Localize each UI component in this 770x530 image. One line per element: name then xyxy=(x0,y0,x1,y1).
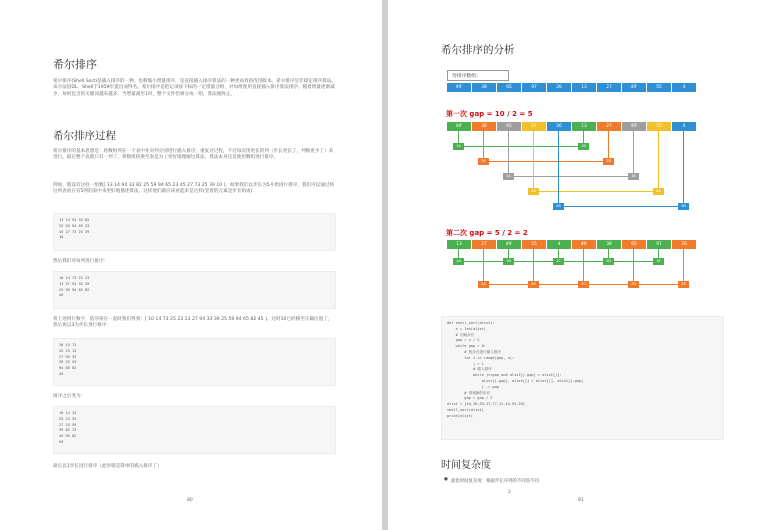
sort-columns-text: 然后我们对每列进行排序： xyxy=(53,259,109,264)
array-cell: 55 xyxy=(647,83,671,92)
code-line: 10 14 73 25 23 xyxy=(59,276,90,280)
page-title: 希尔排序 xyxy=(53,58,97,71)
connector xyxy=(483,131,484,158)
code-line: 39 65 73 xyxy=(59,428,77,433)
connector xyxy=(658,249,659,258)
array-cell: 55 xyxy=(647,122,671,131)
group-node: 1A xyxy=(453,258,464,265)
connector xyxy=(533,191,658,192)
code-line: while j>=gap and alist[j-gap] > alist[j]: xyxy=(447,373,562,378)
connector xyxy=(583,131,584,143)
bullet-dot: ● xyxy=(444,477,448,482)
connector xyxy=(483,249,484,281)
connector xyxy=(533,249,534,281)
array-cell: 13 xyxy=(572,122,596,131)
right-page xyxy=(388,0,770,530)
code-line: 10 14 13 xyxy=(59,411,77,415)
connector xyxy=(533,131,534,188)
code-line: 13 27 94 33 39 xyxy=(59,281,90,286)
group-node: 2A xyxy=(478,281,489,288)
group-node: 2B xyxy=(528,281,539,288)
array-cell: 65 xyxy=(497,83,521,92)
array-cell: 26 xyxy=(547,122,571,131)
connector xyxy=(658,131,659,188)
shell-sort-diagram xyxy=(441,66,709,306)
group-node: 1D xyxy=(603,258,614,265)
code-line: while gap > 0: xyxy=(447,344,486,349)
code-block-3 xyxy=(53,338,336,386)
connector xyxy=(558,206,683,207)
connector xyxy=(633,131,634,173)
connector xyxy=(508,249,509,258)
code-line: gap = gap / 2 xyxy=(447,396,493,401)
left-page xyxy=(0,0,382,530)
connector xyxy=(508,131,509,173)
group-node: 3B xyxy=(628,173,639,180)
array-cell: 49' xyxy=(447,83,471,92)
code-line: 25 59 94 65 82 xyxy=(59,287,90,292)
array-cell: 27 xyxy=(597,122,621,131)
group-node: 2A xyxy=(478,158,489,165)
code-line: n = len(alist) xyxy=(447,326,486,331)
bullet-text: 最优时间复杂度：根据步长序列的不同而不同 xyxy=(451,479,539,484)
group-node: 4B xyxy=(653,188,664,195)
code-line: j -= gap xyxy=(447,384,499,389)
after-sort-text: 排序之后变为： xyxy=(53,394,86,399)
group-node: 1B xyxy=(503,258,514,265)
group-node: 2B xyxy=(603,158,614,165)
code-line: # 按步长进行插入排序 xyxy=(447,349,501,354)
connector xyxy=(583,249,584,281)
array-cell: 13 xyxy=(572,83,596,92)
section-title: 希尔排序过程 xyxy=(53,130,116,142)
code-line: 45 27 73 25 39 xyxy=(59,229,90,234)
step1-label: 第一次 gap = 10 / 2 = 5 xyxy=(446,110,533,118)
code-line: shell_sort(alist) xyxy=(447,407,484,412)
connector xyxy=(633,249,634,281)
connector xyxy=(608,131,609,158)
code-block-2 xyxy=(53,271,336,309)
array-cell: 97 xyxy=(522,122,546,131)
group-node: 1B xyxy=(578,143,589,150)
diagram-label: 待排序数组： xyxy=(447,70,509,81)
code-line: 13 14 94 33 82 xyxy=(59,218,90,222)
array-cell: 38 xyxy=(472,83,496,92)
array-cell: 97 xyxy=(647,240,671,249)
group-node: 1C xyxy=(553,258,564,265)
connector xyxy=(683,249,684,281)
merge-paragraph: 将上述四行数字，依序接在一起时我们得到：[ 10 14 73 25 23 13 27 94 33 39 25 59 94 65 82 45 ]。这时10已经移至正确位置了，然后再以3为步长进行排序： xyxy=(53,317,333,329)
page-number-left: 80 xyxy=(187,498,193,503)
array-cell: 49' xyxy=(622,122,646,131)
code-line: 25 59 94 65 23 xyxy=(59,223,90,228)
connector xyxy=(508,176,633,177)
array-cell: 4 xyxy=(672,122,696,131)
connector xyxy=(458,146,583,147)
intro-paragraph: 希尔排序(Shell Sort)是插入排序的一种。也称缩小增量排序，是直接插入排序算法的一种更高效的改进版本。希尔排序是非稳定排序算法。该方法因DL．Shell于1959年提出而得名。希尔排序是把记录按下标的一定增量分组，对每组使用直接插入排序算法排序；随着增量逐渐减少，每组包含的关键词越来越多，当增量减至1时，整个文件恰被分成一组，算法便终止。 xyxy=(53,79,336,97)
code-line: 25 23 13 xyxy=(59,348,77,353)
code-line: print(alist) xyxy=(447,413,473,418)
code-line: 39 25 59 xyxy=(59,360,77,365)
group-node: 1E xyxy=(653,258,664,265)
group-node: 3A xyxy=(503,173,514,180)
array-cell: 26 xyxy=(672,240,696,249)
connector xyxy=(558,249,559,258)
array-cell: 4 xyxy=(547,240,571,249)
array-cell: 38 xyxy=(597,240,621,249)
array-cell: 55 xyxy=(522,240,546,249)
code-line: def shell_sort(alist): xyxy=(447,321,495,325)
code-line: 10 xyxy=(59,235,64,240)
array-cell: 97 xyxy=(522,83,546,92)
connector xyxy=(458,131,459,143)
code-line: alist[j-gap], alist[j] = alist[j], alist[j-gap] xyxy=(447,378,584,383)
group-node: 2C xyxy=(578,281,589,288)
array-cell: 13 xyxy=(447,240,471,249)
connector xyxy=(458,249,459,258)
code-block-1 xyxy=(53,213,336,251)
final-step-text: 最后以1步长进行排序（此时就是简单的插入排序了） xyxy=(53,464,162,469)
code-line: 45 94 82 xyxy=(59,434,77,439)
array-cell: 27 xyxy=(597,83,621,92)
code-line: 10 14 73 xyxy=(59,343,77,347)
connector xyxy=(683,131,684,203)
code-line: 27 94 33 xyxy=(59,354,77,359)
python-code-block xyxy=(441,316,724,440)
connector xyxy=(608,249,609,258)
section-title: 时间复杂度 xyxy=(441,460,491,471)
code-block-4 xyxy=(53,406,336,454)
group-node: 5A xyxy=(553,203,564,210)
array-cell: 49' xyxy=(572,240,596,249)
code-line: 94 xyxy=(59,439,64,444)
array-cell: 27 xyxy=(472,240,496,249)
connector xyxy=(558,131,559,203)
array-cell: 49' xyxy=(497,240,521,249)
code-line: 45 xyxy=(59,293,64,298)
page-number-right: 81 xyxy=(578,498,584,503)
code-line: 45 xyxy=(59,371,64,376)
process-paragraph: 希尔排序的基本思想是：将数组列在一个表中并对列分别进行插入排序，重复这过程，不过每次用更长的列（步长更长了，列数更少了）来进行。最后整个表就只有一列了。将数组转换至表是为了更好地理解这算法，算法本身还是使用数组进行排序。 xyxy=(53,149,334,161)
group-node: 2D xyxy=(628,281,639,288)
code-line: alist = [54,26,93,17,77,31,44,55,20] xyxy=(447,402,525,407)
step2-label: 第二次 gap = 5 / 2 = 2 xyxy=(446,229,528,237)
example-paragraph: 例如，假设有这样一组数[ 13 14 94 33 82 25 59 94 65 23 45 27 73 25 39 10 ]，如果我们以步长为5开始进行排序，我们可以通过将这列表放在有5列的表中来更好地描述算法，这样他们就应该看起来是这样(竖着的元素是步长组成)： xyxy=(53,183,335,195)
page-marker: 2 xyxy=(508,490,511,495)
code-line: 94 65 82 xyxy=(59,366,77,371)
code-line: 27 25 59 xyxy=(59,422,77,427)
group-node: 5B xyxy=(678,203,689,210)
array-cell: 26 xyxy=(547,83,571,92)
code-line: # 初始步长 xyxy=(447,332,475,337)
group-node: 1A xyxy=(453,143,464,150)
array-cell: 4 xyxy=(672,83,696,92)
code-line: gap = n / 2 xyxy=(447,338,480,343)
connector xyxy=(483,161,608,162)
array-cell: 49' xyxy=(622,83,646,92)
code-line: # 插入排序 xyxy=(447,367,492,372)
code-line: for i in range(gap, n): xyxy=(447,355,515,360)
code-line: 25 23 33 xyxy=(59,416,77,421)
array-cell: 65 xyxy=(622,240,646,249)
array-cell: 38 xyxy=(472,122,496,131)
page-title: 希尔排序的分析 xyxy=(441,44,515,56)
group-node: 2E xyxy=(678,281,689,288)
array-cell: 49' xyxy=(447,122,471,131)
code-line: # 得到新的步长 xyxy=(447,390,491,395)
array-cell: 65 xyxy=(497,122,521,131)
group-node: 4A xyxy=(528,188,539,195)
code-line: j = i xyxy=(447,361,484,366)
